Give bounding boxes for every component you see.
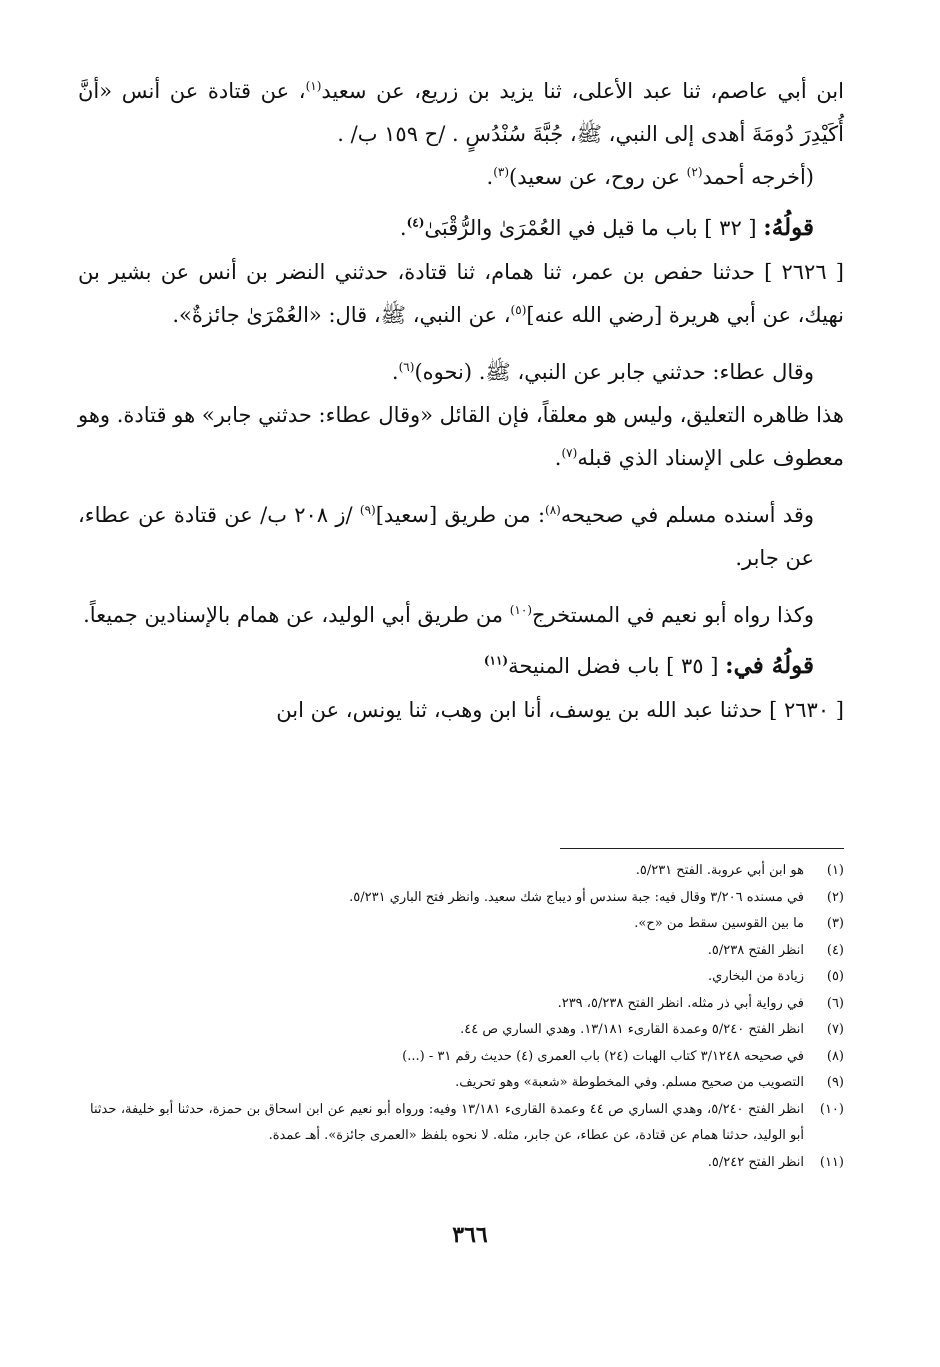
footnote: (٦) في رواية أبي ذر مثله. انظر الفتح ٥/٢٣٨، ٢٣٩. [557, 995, 844, 1011]
footnote-ref-2[interactable]: (٢) [686, 165, 703, 179]
footnote: (١٠) انظر الفتح ٥/٢٤٠، وهدي الساري ص ٤٤ وعمدة القارىء ١٣/١٨١ وفيه: ورواه أبو نعيم عن ابن اسحاق بن حمزة، حدثنا أبو خليفة، حدثنا أبو الوليد، حدثنا همام عن قتادة، عن عطاء، عن جابر، مثله. لا نحوه بلفظ «العمرى جائزة». أهـ عمدة. [90, 1101, 844, 1143]
footnote: (٨) في صحيحه ٣/١٢٤٨ كتاب الهبات (٢٤) باب العمرى (٤) حديث رقم ٣١ - (...) [402, 1048, 844, 1064]
section-heading-32: قولُهُ: [ ٣٢ ] باب ما قيل في العُمْرَىٰ والرُّقْبَىٰ$^{(٤)}$. [399, 214, 814, 241]
footnote-ref-10[interactable]: (١٠) [509, 603, 532, 617]
section-heading-35: قولُهُ في: [ ٣٥ ] باب فضل المنيحة$^{(١١)}$ [483, 652, 814, 679]
paragraph-hadith-2630: [ ٢٦٣٠ ] حدثنا عبد الله بن يوسف، أنا ابن وهب، ثنا يونس، عن ابن [276, 698, 844, 722]
paragraph-7: وكذا رواه أبو نعيم في المستخرج$^{(١٠)}$ من طريق أبي الوليد، عن همام بالإسنادين جميعاً. [83, 603, 814, 627]
paragraph-hadith-2626: [ ٢٦٢٦ ] حدثنا حفص بن عمر، ثنا همام، ثنا قتادة، حدثني النضر بن أنس عن بشير بن نهيك، عن أبي هريرة [رضي الله عنه]$^{(٥)}$، عن النبي، ﷺ، قال: «العُمْرَىٰ جائزةٌ». [78, 260, 844, 327]
paragraph-6: وقد أسنده مسلم في صحيحه$^{(٨)}$: من طريق [سعيد]$^{(٩)}$ /ز ٢٠٨ ب/ عن قتادة عن عطاء، عن جابر. [78, 503, 814, 570]
paragraph-5: هذا ظاهره التعليق، وليس هو معلقاً، فإن القائل «وقال عطاء: حدثني جابر» هو قتادة. وهو معطوف على الإسناد الذي قبله$^{(٧)}$. [78, 403, 844, 470]
footnote: (٩) التصويب من صحيح مسلم. وفي المخطوطة «شعبة» وهو تحريف. [455, 1075, 844, 1090]
footnote: (٣) ما بين القوسين سقط من «ح». [634, 916, 844, 931]
paragraph-1: ابن أبي عاصم، ثنا عبد الأعلى، ثنا يزيد بن زريع، عن سعيد$^{(١)}$، عن قتادة عن أنس «أنَّ أُكَيْدِرَ دُومَةَ أهدى إلى النبي، ﷺ، جُبَّةَ سُنْدُسٍ . /ح ١٥٩ ب/ . [78, 79, 844, 146]
paragraph-4: وقال عطاء: حدثني جابر عن النبي، ﷺ. (نحوه)$^{(٦)}$. [391, 360, 814, 384]
footnote: (١) هو ابن أبي عروبة. الفتح ٥/٢٣١. [635, 863, 844, 878]
footnote-ref-9[interactable]: (٩) [359, 503, 376, 517]
footnote-ref-5[interactable]: (٥) [510, 303, 527, 317]
footnote-ref-7[interactable]: (٧) [561, 446, 578, 460]
footnote-ref-6[interactable]: (٦) [398, 360, 415, 374]
main-text [78, 70, 844, 732]
footnote-ref-1[interactable]: (١) [305, 79, 322, 93]
paragraph-2: (أخرجه أحمد$^{(٢)}$ عن روح، عن سعيد)$^{(٣)}$. [486, 165, 814, 189]
footnote-ref-11[interactable]: (١١) [483, 653, 509, 668]
footnote: (٢) في مسنده ٣/٢٠٦ وقال فيه: جبة سندس أو ديباج شك سعيد. وانظر فتح الباري ٥/٢٣١. [349, 889, 844, 905]
footnote-ref-8[interactable]: (٨) [545, 503, 561, 517]
footnote: (١١) انظر الفتح ٥/٢٤٢. [707, 1154, 844, 1170]
footnote: (٤) انظر الفتح ٥/٢٣٨. [707, 942, 844, 958]
footnotes [90, 858, 844, 1176]
footnote-ref-4[interactable]: (٤) [406, 215, 425, 230]
footnote: (٥) زيادة من البخاري. [707, 969, 844, 984]
footnote: (٧) انظر الفتح ٥/٢٤٠ وعمدة القارىء ١٣/١٨١. وهدي الساري ص ٤٤. [460, 1022, 844, 1037]
footnote-ref-3[interactable]: (٣) [493, 165, 510, 179]
footnote-divider [560, 848, 844, 849]
page-number: ٣٦٦ [452, 1222, 488, 1248]
